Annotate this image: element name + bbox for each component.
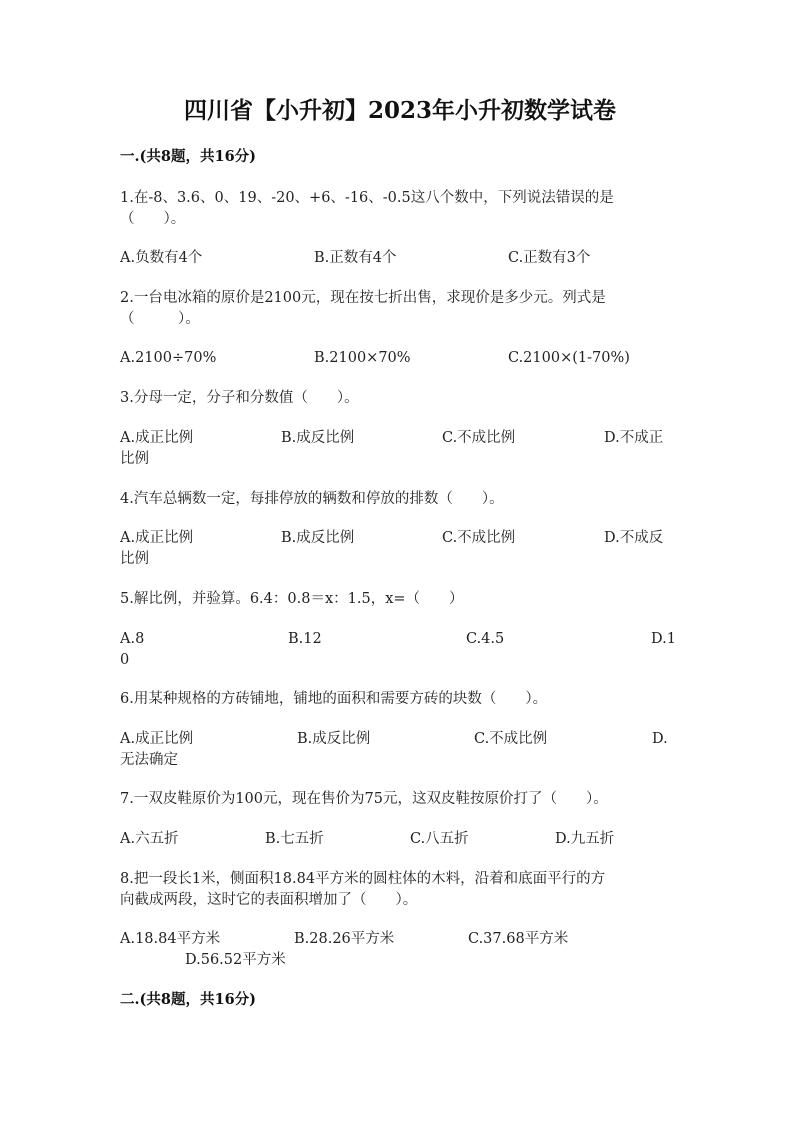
- option-c[interactable]: C.37.68平方米: [468, 931, 569, 947]
- question-text: 4.汽车总辆数一定，每排停放的辆数和停放的排数（ ）。: [120, 491, 504, 507]
- question-4: [120, 489, 680, 510]
- question-6: [120, 689, 680, 710]
- question-text: 1.在-8、3.6、0、19、-20、+6、-16、-0.5这八个数中，下列说法错误的是: [120, 190, 614, 206]
- option-c[interactable]: C.八五折: [410, 831, 469, 847]
- question-text: 6.用某种规格的方砖铺地，铺地的面积和需要方砖的块数（ ）。: [120, 691, 548, 707]
- option-b[interactable]: B.七五折: [265, 831, 324, 847]
- question-5: [120, 589, 680, 610]
- question-8: [120, 869, 680, 911]
- option-b[interactable]: B.成反比例: [281, 530, 355, 546]
- options-row-5: [120, 629, 680, 650]
- option-c[interactable]: C.2100×(1-70%): [508, 350, 630, 366]
- option-a[interactable]: A.2100÷70%: [120, 350, 217, 366]
- options-row-1: [120, 248, 680, 269]
- option-d[interactable]: D.: [652, 731, 668, 747]
- options-row-7: [120, 829, 680, 850]
- option-c[interactable]: C.不成比例: [442, 430, 516, 446]
- question-text-cont: 向截成两段，这时它的表面积增加了（ ）。: [120, 892, 418, 908]
- question-3: [120, 388, 680, 409]
- option-a[interactable]: A.18.84平方米: [120, 931, 221, 947]
- option-a[interactable]: A.六五折: [120, 831, 179, 847]
- option-a[interactable]: A.负数有4个: [120, 250, 203, 266]
- option-b[interactable]: B.2100×70%: [314, 350, 411, 366]
- page-title: 四川省【小升初】2023年小升初数学试卷: [183, 97, 616, 124]
- option-c[interactable]: C.不成比例: [474, 731, 548, 747]
- options-row-8: [120, 929, 680, 950]
- option-a[interactable]: A.8: [120, 631, 145, 647]
- option-b[interactable]: B.正数有4个: [314, 250, 397, 266]
- question-text-cont: （ ）。: [120, 311, 200, 327]
- option-wrap-text: 0: [120, 652, 130, 668]
- question-1: [120, 188, 680, 230]
- question-text: 3.分母一定，分子和分数值（ ）。: [120, 390, 359, 406]
- options-row-4: [120, 528, 680, 549]
- option-wrap-text: 比例: [120, 451, 149, 467]
- option-d[interactable]: D.不成正: [604, 430, 664, 446]
- section-heading-1: 一.(共8题，共16分): [120, 148, 257, 165]
- option-wrap-text: 比例: [120, 551, 149, 567]
- option-a[interactable]: A.成正比例: [120, 430, 194, 446]
- options-row-3: [120, 428, 680, 449]
- section-heading-2: 二.(共8题，共16分): [120, 991, 257, 1008]
- question-2: [120, 288, 680, 330]
- option-b[interactable]: B.28.26平方米: [294, 931, 395, 947]
- question-text: 5.解比例，并验算。6.4：0.8＝x：1.5，x=（ ）: [120, 591, 464, 607]
- options-row-6: [120, 729, 680, 750]
- option-c[interactable]: C.正数有3个: [508, 250, 591, 266]
- option-d[interactable]: D.56.52平方米: [185, 952, 286, 968]
- option-b[interactable]: B.12: [288, 631, 322, 647]
- question-7: [120, 789, 680, 810]
- option-a[interactable]: A.成正比例: [120, 530, 194, 546]
- option-c[interactable]: C.不成比例: [442, 530, 516, 546]
- option-d[interactable]: D.不成反: [604, 530, 664, 546]
- option-d[interactable]: D.1: [651, 631, 676, 647]
- option-wrap-text: 无法确定: [120, 752, 178, 768]
- options-row-2: [120, 348, 680, 369]
- option-c[interactable]: C.4.5: [466, 631, 505, 647]
- option-b[interactable]: B.成反比例: [297, 731, 371, 747]
- option-d[interactable]: D.九五折: [555, 831, 615, 847]
- option-a[interactable]: A.成正比例: [120, 731, 194, 747]
- question-text-cont: （ ）。: [120, 211, 186, 227]
- question-text: 7.一双皮鞋原价为100元，现在售价为75元，这双皮鞋按原价打了（ ）。: [120, 791, 608, 807]
- option-b[interactable]: B.成反比例: [281, 430, 355, 446]
- question-text: 8.把一段长1米，侧面积18.84平方米的圆柱体的木料，沿着和底面平行的方: [120, 871, 606, 887]
- question-text: 2.一台电冰箱的原价是2100元，现在按七折出售，求现价是多少元。列式是: [120, 290, 606, 306]
